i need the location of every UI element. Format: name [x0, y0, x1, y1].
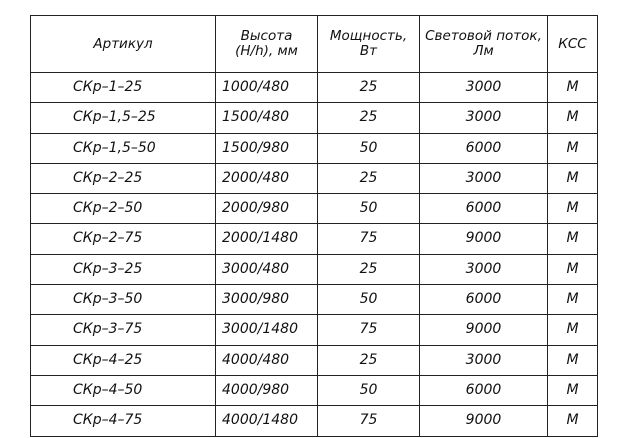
cell-article: СКр–2–75	[31, 224, 216, 254]
cell-article: СКр–3–75	[31, 315, 216, 345]
cell-flux: 6000	[420, 285, 548, 315]
luminaire-spec-table	[30, 15, 598, 437]
cell-flux: 6000	[420, 194, 548, 224]
table-body	[31, 73, 598, 437]
cell-height: 1500/980	[216, 133, 318, 163]
cell-power: 25	[318, 163, 420, 193]
cell-height: 1500/480	[216, 103, 318, 133]
cell-flux: 6000	[420, 133, 548, 163]
cell-kss: М	[548, 406, 598, 436]
cell-flux: 3000	[420, 254, 548, 284]
cell-flux: 9000	[420, 406, 548, 436]
header-flux	[420, 16, 548, 73]
cell-power: 25	[318, 103, 420, 133]
table-row	[31, 224, 598, 254]
cell-flux: 9000	[420, 224, 548, 254]
header-height	[216, 16, 318, 73]
cell-article: СКр–3–50	[31, 285, 216, 315]
table-row	[31, 103, 598, 133]
table-row	[31, 315, 598, 345]
table-row	[31, 194, 598, 224]
cell-article: СКр–1–25	[31, 73, 216, 103]
table-row	[31, 163, 598, 193]
cell-kss: М	[548, 73, 598, 103]
table-row	[31, 285, 598, 315]
cell-article: СКр–2–25	[31, 163, 216, 193]
header-row	[31, 16, 598, 73]
cell-kss: М	[548, 254, 598, 284]
cell-article: СКр–1,5–50	[31, 133, 216, 163]
table-row	[31, 375, 598, 405]
cell-article: СКр–1,5–25	[31, 103, 216, 133]
cell-height: 4000/1480	[216, 406, 318, 436]
cell-kss: М	[548, 224, 598, 254]
cell-height: 1000/480	[216, 73, 318, 103]
cell-flux: 3000	[420, 345, 548, 375]
cell-height: 3000/1480	[216, 315, 318, 345]
cell-height: 3000/480	[216, 254, 318, 284]
header-flux-line2: Лм	[473, 43, 494, 59]
cell-article: СКр–4–50	[31, 375, 216, 405]
table-row	[31, 254, 598, 284]
cell-height: 3000/980	[216, 285, 318, 315]
cell-power: 75	[318, 224, 420, 254]
cell-power: 50	[318, 285, 420, 315]
cell-power: 25	[318, 254, 420, 284]
cell-kss: М	[548, 194, 598, 224]
cell-flux: 3000	[420, 73, 548, 103]
cell-height: 2000/980	[216, 194, 318, 224]
table-row	[31, 73, 598, 103]
header-article: Артикул	[31, 16, 216, 73]
cell-kss: М	[548, 315, 598, 345]
header-kss: КСС	[548, 16, 598, 73]
table-row	[31, 345, 598, 375]
cell-article: СКр–4–25	[31, 345, 216, 375]
header-power-line1: Мощность,	[329, 28, 408, 45]
cell-kss: М	[548, 345, 598, 375]
header-flux-line1: Световой поток,	[425, 28, 542, 45]
cell-power: 50	[318, 194, 420, 224]
cell-flux: 6000	[420, 375, 548, 405]
table-row	[31, 133, 598, 163]
cell-height: 2000/1480	[216, 224, 318, 254]
cell-kss: М	[548, 133, 598, 163]
header-power-line2: Вт	[359, 43, 378, 59]
cell-power: 75	[318, 315, 420, 345]
cell-article: СКр–3–25	[31, 254, 216, 284]
cell-kss: М	[548, 285, 598, 315]
header-power	[318, 16, 420, 73]
cell-flux: 3000	[420, 163, 548, 193]
cell-flux: 3000	[420, 103, 548, 133]
cell-power: 25	[318, 73, 420, 103]
cell-power: 50	[318, 133, 420, 163]
cell-height: 4000/980	[216, 375, 318, 405]
cell-power: 75	[318, 406, 420, 436]
header-height-line2: (H/h), мм	[235, 43, 298, 59]
cell-power: 25	[318, 345, 420, 375]
cell-article: СКр–2–50	[31, 194, 216, 224]
table-row	[31, 406, 598, 436]
cell-kss: М	[548, 375, 598, 405]
cell-height: 4000/480	[216, 345, 318, 375]
cell-article: СКр–4–75	[31, 406, 216, 436]
spec-table-container	[30, 15, 598, 437]
header-height-line1: Высота	[240, 28, 293, 45]
cell-power: 50	[318, 375, 420, 405]
cell-height: 2000/480	[216, 163, 318, 193]
cell-flux: 9000	[420, 315, 548, 345]
cell-kss: М	[548, 163, 598, 193]
cell-kss: М	[548, 103, 598, 133]
